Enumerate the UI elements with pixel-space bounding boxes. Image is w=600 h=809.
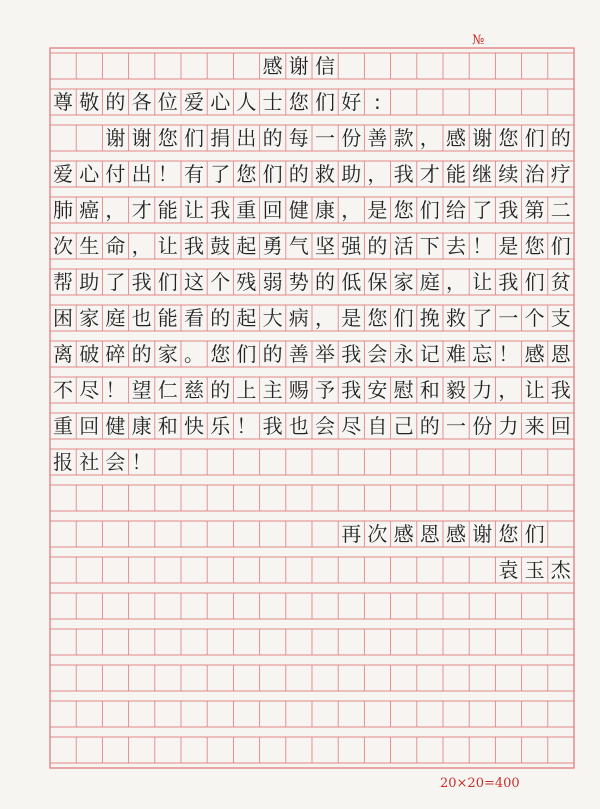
letter-char: 助 (341, 162, 362, 186)
letter-char: ！ (498, 342, 519, 366)
letter-char: 心 (79, 162, 100, 186)
letter-char: 疗 (550, 162, 571, 186)
letter-char: 回 (79, 414, 100, 438)
letter-char: 心 (210, 90, 231, 114)
letter-char: ！ (472, 234, 493, 258)
letter-char: 鼓 (210, 234, 231, 258)
letter-char: 我 (262, 414, 283, 438)
letter-char: 善 (288, 342, 309, 366)
letter-char: 谢 (131, 126, 152, 150)
letter-char: 的 (105, 90, 126, 114)
letter-char: 款 (393, 126, 414, 150)
letter-char: 助 (79, 270, 100, 294)
letter-char: 您 (498, 522, 519, 546)
letter-char: 们 (184, 126, 204, 150)
letter-char: 低 (341, 270, 362, 294)
letter-char: 能 (157, 198, 178, 222)
letter-char: 回 (262, 198, 283, 222)
letter-char: 谢 (472, 522, 493, 546)
letter-char: 们 (524, 126, 545, 150)
letter-char: 社 (79, 450, 100, 474)
letter-char: 病 (288, 306, 309, 330)
letter-char: 您 (393, 198, 414, 222)
letter-char: 尊 (53, 90, 73, 114)
letter-char: 贫 (550, 270, 571, 294)
letter-char: 也 (288, 414, 309, 438)
letter-char: 毅 (446, 378, 466, 402)
letter-char: 出 (131, 162, 152, 186)
letter-char: 肺 (53, 198, 73, 222)
letter-char: 会 (367, 342, 388, 366)
letter-char: 的 (262, 126, 283, 150)
letter-char: 起 (236, 306, 257, 330)
letter-char: 会 (315, 414, 335, 438)
letter-char: 您 (498, 126, 519, 150)
letter-char: 健 (105, 414, 126, 438)
letter-char: 举 (315, 342, 335, 366)
letter-char: 的 (131, 342, 152, 366)
letter-char: 势 (288, 270, 309, 294)
letter-char: 的 (419, 414, 440, 438)
letter-char: 的 (550, 126, 571, 150)
letter-char: ！ (236, 414, 257, 438)
letter-char: 您 (210, 342, 231, 366)
letter-char: 出 (236, 126, 257, 150)
letter-char: 玉 (524, 558, 545, 582)
letter-char: 去 (446, 234, 466, 258)
letter-char: 恩 (419, 522, 440, 546)
letter-char: 快 (184, 414, 204, 438)
letter-char: 了 (472, 198, 493, 222)
letter-char: 慰 (393, 378, 414, 402)
letter-char: 感 (446, 126, 466, 150)
letter-char: 碎 (105, 342, 126, 366)
letter-char: 和 (157, 414, 178, 438)
letter-char: ， (341, 198, 362, 222)
letter-char: 再 (341, 522, 362, 546)
letter-char: 各 (131, 90, 152, 114)
letter-char: 一 (446, 414, 466, 438)
letter-char: 望 (131, 378, 152, 402)
letter-char: 弱 (262, 270, 283, 294)
letter-char: 付 (105, 162, 126, 186)
letter-char: 不 (53, 378, 73, 402)
letter-char: 感 (262, 54, 283, 78)
letter-char: 乐 (210, 414, 231, 438)
letter-char: 下 (419, 234, 440, 258)
number-mark: № (472, 33, 485, 48)
letter-char: 困 (53, 306, 73, 330)
letter-char: 我 (184, 234, 204, 258)
letter-char: 活 (393, 234, 414, 258)
letter-char: 是 (341, 306, 362, 330)
letter-char: 我 (498, 270, 519, 294)
letter-char: 的 (288, 162, 309, 186)
letter-char: 谢 (472, 126, 493, 150)
letter-char: 让 (524, 378, 545, 402)
letter-char: 继 (472, 162, 493, 186)
letter-char: 一 (498, 306, 519, 330)
letter-char: 了 (472, 306, 493, 330)
letter-char: 离 (53, 342, 73, 366)
letter-char: 捐 (210, 126, 231, 150)
letter-char: 一 (315, 126, 335, 150)
letter-char: ， (446, 270, 466, 294)
letter-char: 赐 (288, 378, 309, 402)
letter-char: 记 (419, 342, 440, 366)
letter-char: 大 (262, 306, 283, 330)
letter-char: 破 (79, 342, 100, 366)
letter-char: 仁 (157, 378, 178, 402)
letter-char: 安 (367, 378, 388, 402)
letter-char: 我 (210, 198, 231, 222)
letter-char: 们 (393, 306, 414, 330)
letter-char: ！ (131, 450, 152, 474)
letter-char: 的 (262, 342, 283, 366)
letter-char: 们 (315, 90, 335, 114)
letter-char: 我 (550, 378, 571, 402)
letter-char: 让 (472, 270, 493, 294)
letter-char: 杰 (550, 558, 571, 582)
letter-char: 二 (550, 198, 571, 222)
letter-char: 报 (53, 450, 73, 474)
letter-char: 个 (210, 270, 231, 294)
letter-char: 康 (131, 414, 152, 438)
letter-char: ， (315, 306, 335, 330)
letter-char: 我 (131, 270, 152, 294)
letter-char: 主 (262, 378, 283, 402)
letter-char: 力 (498, 414, 519, 438)
letter-char: ！ (157, 162, 178, 186)
letter-char: 份 (341, 126, 362, 150)
letter-char: 们 (524, 270, 545, 294)
letter-char: 让 (157, 234, 178, 258)
letter-char: 尽 (341, 414, 362, 438)
letter-char: 给 (446, 198, 466, 222)
letter-char: 气 (288, 234, 309, 258)
letter-char: 上 (236, 378, 257, 402)
letter-char: 您 (236, 162, 257, 186)
letter-char: 善 (367, 126, 388, 150)
letter-char: 力 (472, 378, 493, 402)
letter-char: 帮 (53, 270, 73, 294)
letter-char: 们 (236, 342, 257, 366)
letter-char: 敬 (79, 90, 100, 114)
letter-char: 信 (315, 54, 335, 78)
letter-char: ， (419, 126, 440, 150)
letter-char: 爱 (184, 90, 204, 114)
letter-char: 的 (367, 234, 388, 258)
letter-char: 袁 (498, 558, 519, 582)
letter-char: 恩 (550, 342, 571, 366)
letter-char: 挽 (419, 306, 440, 330)
letter-char: 予 (315, 378, 335, 402)
letter-char: 感 (446, 522, 466, 546)
letter-char: 支 (550, 306, 571, 330)
letter-char: 们 (550, 234, 571, 258)
letter-char: 康 (315, 198, 335, 222)
letter-char: 忘 (472, 342, 493, 366)
letter-char: 第 (524, 198, 545, 222)
letter-char: 位 (157, 90, 178, 114)
letter-char: 残 (236, 270, 257, 294)
letter-char: 家 (393, 270, 414, 294)
letter-char: 庭 (105, 306, 126, 330)
letter-char: 的 (315, 270, 335, 294)
letter-char: 我 (393, 162, 414, 186)
letter-char: 慈 (184, 378, 204, 402)
letter-char: 好 (341, 90, 362, 114)
letter-char: 的 (210, 378, 231, 402)
letter-char: 我 (341, 378, 362, 402)
letter-char: 感 (393, 522, 414, 546)
letter-char: 勇 (262, 234, 283, 258)
letter-char: ， (498, 378, 519, 402)
letter-char: 救 (315, 162, 335, 186)
letter-char: 次 (367, 522, 388, 546)
letter-char: 才 (131, 198, 152, 222)
letter-char: 才 (419, 162, 440, 186)
letter-char: 士 (262, 90, 283, 114)
letter-char: 们 (524, 522, 545, 546)
letter-char: 治 (524, 162, 545, 186)
letter-char: 坚 (315, 234, 335, 258)
letter-char: 每 (288, 126, 309, 150)
letter-char: 己 (393, 414, 414, 438)
letter-char: 让 (184, 198, 204, 222)
letter-char: 强 (341, 234, 362, 258)
letter-char: 个 (524, 306, 545, 330)
letter-char: 的 (210, 306, 231, 330)
letter-char: 癌 (79, 198, 100, 222)
letter-char: 命 (105, 234, 126, 258)
letter-char: 您 (157, 126, 178, 150)
letter-char: 重 (236, 198, 257, 222)
letter-char: 您 (288, 90, 309, 114)
letter-char: 您 (367, 306, 388, 330)
letter-char: 份 (472, 414, 493, 438)
letter-char: 爱 (53, 162, 73, 186)
letter-char: 感 (524, 342, 545, 366)
letter-char: 尽 (79, 378, 100, 402)
letter-char: 这 (184, 270, 204, 294)
letter-char: 是 (367, 198, 388, 222)
letter-char: 们 (157, 270, 178, 294)
letter-char: 重 (53, 414, 73, 438)
letter-char: 家 (157, 342, 178, 366)
letter-char: 会 (105, 450, 126, 474)
letter-char: ！ (105, 378, 126, 402)
letter-char: 谢 (105, 126, 126, 150)
letter-char: 家 (79, 306, 100, 330)
letter-char: 我 (341, 342, 362, 366)
letter-char: 难 (446, 342, 466, 366)
letter-char: 次 (53, 234, 73, 258)
letter-char: 自 (367, 414, 388, 438)
letter-char: 们 (262, 162, 283, 186)
letter-char: 能 (157, 306, 178, 330)
letter-char: 有 (184, 162, 204, 186)
letter-char: 了 (105, 270, 126, 294)
letter-char: 看 (184, 306, 204, 330)
letter-char: 救 (446, 306, 466, 330)
letter-char: 庭 (419, 270, 440, 294)
letter-char: : (374, 90, 381, 114)
letter-char: 保 (367, 270, 388, 294)
letter-char: 。 (184, 342, 204, 366)
capacity-mark: 20×20=400 (440, 776, 520, 791)
letter-char: ， (105, 198, 126, 222)
letter-char: ， (131, 234, 152, 258)
letter-char: 能 (446, 162, 466, 186)
letter-char: 健 (288, 198, 309, 222)
letter-char: 起 (236, 234, 257, 258)
letter-char: 了 (210, 162, 231, 186)
letter-char: 我 (498, 198, 519, 222)
letter-char: 是 (498, 234, 519, 258)
letter-char: 回 (550, 414, 571, 438)
letter-char: 和 (419, 378, 440, 402)
letter-char: 们 (419, 198, 440, 222)
letter-char: 生 (79, 234, 100, 258)
letter-char: 永 (393, 342, 414, 366)
letter-char: 来 (524, 414, 545, 438)
letter-char: 续 (498, 162, 519, 186)
letter-char: 您 (524, 234, 545, 258)
letter-char: 人 (236, 90, 257, 114)
letter-char: ， (367, 162, 388, 186)
letter-char: 谢 (288, 54, 309, 78)
letter-char: 也 (131, 306, 152, 330)
